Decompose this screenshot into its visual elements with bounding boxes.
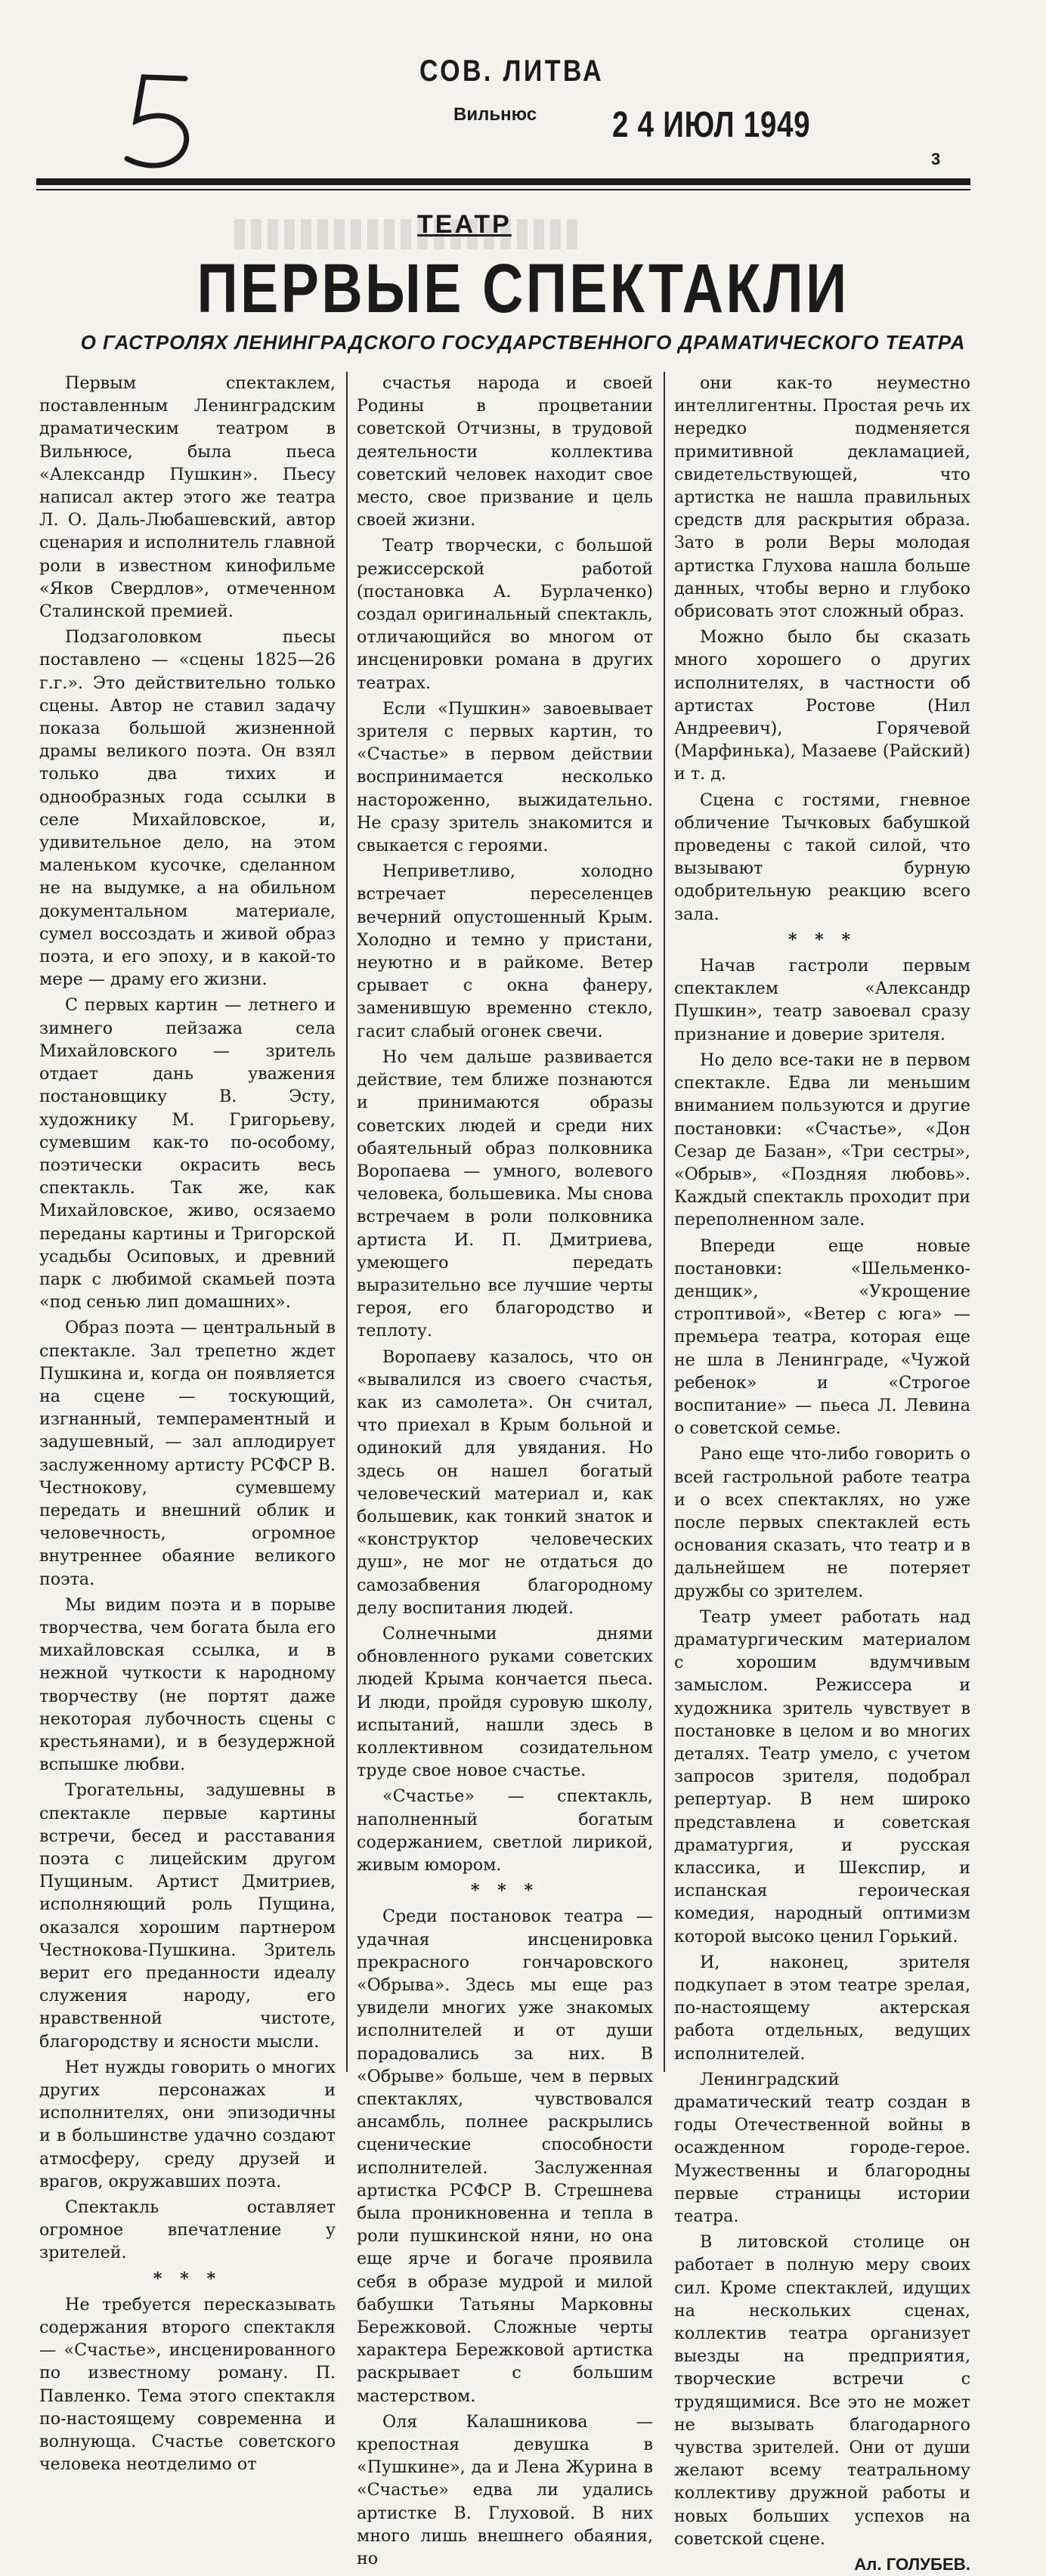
article-paragraph: Образ поэта — центральный в спектакле. Зал трепетно ждет Пушкина и, когда он появляется на сцене — тоскующий, изгнанный, темпераментный и задушевный, — зал аплодирует заслуженному артисту РСФСР В. Честнокову, сумевшему передать и внешний облик и человечность, огромное внутреннее обаяние великого поэта. — [39, 1318, 336, 1589]
section-separator: * * * — [153, 2268, 222, 2289]
article-headline: ПЕРВЫЕ СПЕКТАКЛИ — [197, 250, 849, 327]
article-paragraph: Не требуется пересказывать содержания второго спектакля — «Счастье», инсценированного по известному роману. П. Павленко. Тема этого спектакля по-настоящему современна и волнующа. Счастье советского человека неотделимо от — [39, 2294, 336, 2475]
article-paragraph: Если «Пушкин» завоевывает зрителя с первых картин, то «Счастье» в первом действии воспринимается несколько настороженно, выжидательно. Не сразу зритель знакомится и свыкается с героями. — [357, 698, 653, 856]
article-paragraph: Начав гастроли первым спектаклем «Александр Пушкин», театр завоевал сразу признание и доверие зрителя. — [674, 956, 970, 1044]
article-paragraph: И, наконец, зрителя подкупает в этом театре зрелая, по-настоящему актерская работа отдельных, ведущих исполнителей. — [674, 1952, 970, 2064]
article-paragraph: В литовской столице он работает в полную меру своих сил. Кроме спектаклей, идущих на нескольких сценах, коллектив театра организует выезды на предприятия, творческие встречи с трудящимися. Все это не может не вызывать благодарного чувства зрителей. Они от души желают всему театральному коллективу дружной работы и новых больших успехов на советской сцене. — [674, 2232, 970, 2549]
show-through-ghost-text — [234, 219, 582, 249]
article-paragraph: Солнечными днями обновленного руками советских людей Крыма кончается пьеса. И люди, пройдя суровую школу, испытаний, нашли здесь в коллективном созидательном труде свое новое счастье. — [357, 1623, 653, 1781]
article-column-1 — [39, 372, 336, 2475]
article-paragraph: С первых картин — летнего и зимнего пейзажа села Михайловского — зритель отдает дань уважения постановщику В. Эсту, художнику М. Григорьеву, сумевшим как-то по-особому, поэтически окрасить весь спектакль. Так же, как Михайловское, живо, осязаемо переданы картины и Тригорской усадьбы Осиповых, и древний парк с любимой скамьей поэта «под сенью лип домашних». — [39, 995, 336, 1313]
newspaper-city: Вильнюс — [453, 104, 537, 125]
article-paragraph: Среди постановок театра — удачная инсценировка прекрасного гончаровского «Обрыва». Здесь мы еще раз увидели многих уже знакомых исполнителей и от души порадовались за них. В «Обрыве» больше, чем в первых спектаклях, чувствовался ансамбль, полнее раскрылись сценические способности исполнителей. Заслуженная артистка РСФСР В. Стрешнева была проникновенна и тепла в роли пушкинской няни, но она еще ярче и богаче проявила себя в образе мудрой и милой бабушки Татьяны Марковны Бережковой. Сложные черты характера Бережковой артистка раскрывает с большим мастерством. — [357, 1906, 653, 2406]
article-paragraph: Театр умеет работать над драматургическим материалом с хорошим вдумчивым замыслом. Режиссера и художника зритель чувствует в постановке в целом и во многих деталях. Театр умело, с учетом запросов зрителя, подобрал репертуар. В нем широко представлена и советская драматургия, и русская классика, и Шекспир, и испанская героическая комедия, народный оптимизм которой высоко ценил Горький. — [674, 1607, 970, 1947]
article-body — [39, 372, 970, 2574]
article-paragraph: Ленинградский драматический театр создан в годы Отечественной войны в осажденном городе-герое. Мужественны и благородны первые страницы истории театра. — [674, 2069, 970, 2227]
article-paragraph: они как-то неуместно интеллигентны. Простая речь их нередко подменяется примитивной декламацией, свидетельствующей, что артистка не нашла правильных средств для раскрытия образа. Зато в роли Веры молодая артистка Глухова нашла больше данных, чтобы верно и глубоко обрисовать этот сложный образ. — [674, 373, 970, 622]
article-paragraph: «Счастье» — спектакль, наполненный богатым содержанием, светлой лирикой, живым юмором. — [357, 1786, 653, 1875]
top-rule-thin — [36, 189, 970, 190]
article-paragraph: Рано еще что-либо говорить о всей гастрольной работе театра и о всех спектаклях, но уже после первых спектаклей есть основания сказать, что театр и в дальнейшем не потеряет дружбы со зрителем. — [674, 1444, 970, 1601]
article-subheadline: О ГАСТРОЛЯХ ЛЕНИНГРАДСКОГО ГОСУДАРСТВЕННОГО ДРАМАТИЧЕСКОГО ТЕАТРА — [80, 331, 966, 354]
article-paragraph: Но чем дальше развивается действие, тем ближе познаются и принимаются образы советских людей и среди них обаятельный образ полковника Воропаева — умного, волевого человека, большевика. Мы снова встречаем в роли полковника артиста И. П. Дмитриева, умеющего передать выразительно все лучшие черты героя, его благородство и теплоту. — [357, 1047, 653, 1341]
article-paragraph: Неприветливо, холодно встречает переселенцев вечерний опустошенный Крым. Холодно и темно у пристани, неуютно и в райкоме. Ветер срывает с окна фанеру, заменившую временно стекло, гасит слабый огонек свечи. — [357, 861, 653, 1041]
article-paragraph: Но дело все-таки не в первом спектакле. Едва ли меньшим вниманием пользуются и другие постановки: «Счастье», «Дон Сезар де Базан», «Три сестры», «Обрыв», «Поздняя любовь». Каждый спектакль проходит при переполненном зале. — [674, 1050, 970, 1230]
article-paragraph: Спектакль оставляет огромное впечатление у зрителей. — [39, 2197, 336, 2263]
section-separator: * * * — [470, 1881, 540, 1901]
article-paragraph: Трогательны, задушевны в спектакле первые картины встречи, бесед и расставания поэта с лицейским другом Пущиным. Артист Дмитриев, исполняющий роль Пущина, оказался хорошим партнером Честнокова-Пушкина. Зритель верит его преданности идеалу служения народу, его нравственной чистоте, благородству и ясности мысли. — [39, 1780, 336, 2052]
article-paragraph: Первым спектаклем, поставленным Ленинградским драматическим театром в Вильнюсе, была пьеса «Александр Пушкин». Пьесу написал актер этого же театра Л. О. Даль-Любашевский, автор сценария и исполнитель главной роли в известном кинофильме «Яков Свердлов», отмеченном Сталинской премией. — [39, 373, 336, 622]
article-paragraph: Оля Калашникова — крепостная девушка в «Пушкине», да и Лена Журина в «Счастье» едва ли удались артистке В. Глуховой. В них много лишь внешнего обаяния, но — [357, 2411, 653, 2569]
article-paragraph: Нет нужды говорить о многих других персонажах и исполнителях, они эпизодичны и в большинстве удачно создают атмосферу, среду друзей и врагов, окружавших поэта. — [39, 2057, 336, 2191]
article-author: Ал. ГОЛУБЕВ. — [854, 2555, 970, 2574]
article-paragraph: Мы видим поэта и в порыве творчества, чем богата была его михайловская ссылка, и в нежной чуткости к народному творчеству (не портят даже некоторая лубочность сцены с крестьянами), и в безудержной вспышке любви. — [39, 1594, 336, 1775]
section-separator: * * * — [788, 929, 857, 950]
section-rubric: ТЕАТР — [417, 210, 512, 239]
article-paragraph: Воропаеву казалось, что он «вывалился из своего счастья, как из самолета». Он считал, что приехал в Крым больной и одинокий для увядания. Но здесь он нашел богатый человеческий материал и, как большевик, как тонкий знаток и «конструктор человеческих душ», не мог не отдаться до самозабвения благородному делу воспитания людей. — [357, 1347, 653, 1618]
article-paragraph: Впереди еще новые постановки: «Шельменко-денщик», «Укрощение строптивой», «Ветер с юга» — премьера театра, которая еще не шла в Ленинграде, «Чужой ребенок» и «Строгое воспитание» — пьеса Л. Левина о советской семье. — [674, 1235, 970, 1439]
page-number: 3 — [931, 150, 941, 169]
article-paragraph: Подзаголовком пьесы поставлено — «сцены 1825—26 г.г.». Это действительно только сцены. Автор не ставил задачу показа большой жизненной драмы великого поэта. Он взял только два тихих и однообразных года ссылки в селе Михайловское, и, удивительное дело, на этом маленьком кусочке, сделанном не на выдумке, а на обильном документальном материале, сумел воссоздать и живой образ поэта, и его эпоху, и в какой-то мере — драму его жизни. — [39, 627, 336, 990]
handwritten-number-mark — [113, 68, 204, 174]
newspaper-name: СОВ. ЛИТВА — [419, 54, 605, 88]
article-column-3 — [674, 372, 970, 2574]
article-paragraph: Можно было бы сказать много хорошего о других исполнителях, в частности об артистах Ростове (Нил Андреевич), Горячевой (Марфинька), Мазаеве (Райский) и т. д. — [674, 627, 970, 784]
article-paragraph: Сцена с гостями, гневное обличение Тычковых бабушкой проведены с такой силой, что вызывают бурную одобрительную реакцию всего зала. — [674, 790, 970, 924]
top-rule — [36, 178, 970, 185]
article-paragraph: Театр творчески, с большой режиссерской работой (постановка А. Бурлаченко) создал оригинальный спектакль, отличающийся во многом от инсценировки романа в других театрах. — [357, 536, 653, 693]
date-stamp: 2 4 ИЮЛ 1949 — [612, 105, 811, 145]
article-column-2 — [357, 372, 653, 2569]
article-paragraph: счастья народа и своей Родины в процветании советской Отчизны, в трудовой деятельности коллектива советский человек находит свое место, свое призвание и цель своей жизни. — [357, 373, 653, 530]
